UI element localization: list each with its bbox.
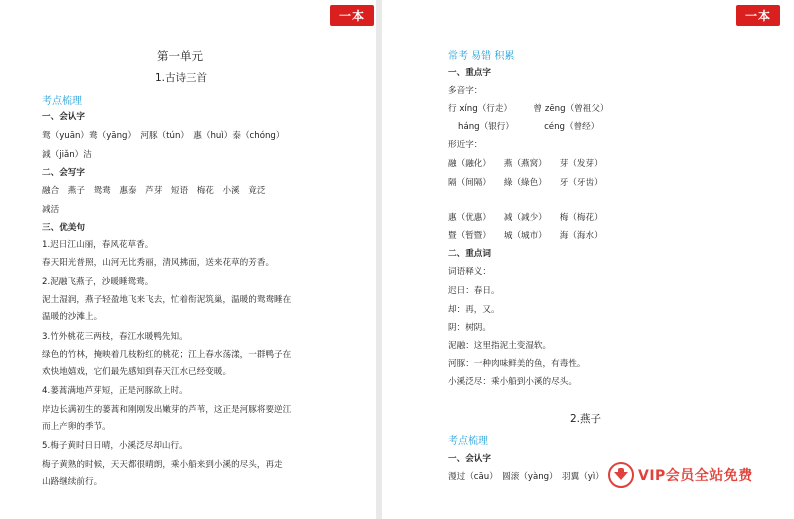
lesson-title: 1.古诗三首 — [155, 72, 208, 84]
text-line: 阴：树阴。 — [448, 323, 491, 333]
lesson-title: 2.燕子 — [570, 413, 602, 425]
translation-line: 岸边长满初生的蒌蒿和刚刚发出嫩芽的芦苇，这正是河豚将要逆江 — [42, 405, 292, 415]
text-line: 惠（优惠） 减（减少） 梅（梅花） — [448, 213, 603, 223]
translation-line: 山路继续前行。 — [42, 477, 103, 487]
section-title: 二、重点词 — [448, 249, 491, 259]
label-line: 形近字： — [448, 140, 483, 150]
text-line: 隔（间隔） 綠（綠色） 牙（牙齿） — [448, 178, 603, 188]
section-title: 二、会写字 — [42, 168, 85, 178]
document-page-right — [382, 0, 794, 519]
poem-line: 1.迟日江山丽，春风花草香。 — [42, 240, 154, 250]
text-line: 減（jiǎn）洁 — [42, 150, 92, 160]
translation-line: 绿色的竹林，掩映着几枝粉红的桃花；江上春水荡漾，一群鸭子在 — [42, 350, 292, 360]
publisher-logo: 一本 — [736, 5, 780, 26]
kaodian-heading: 考点梳理 — [42, 96, 82, 107]
text-line: 泥融：这里指泥土变湿软。 — [448, 341, 552, 351]
translation-line: 春天阳光普照，山河无比秀丽，清风拂面，送来花草的芳香。 — [42, 258, 275, 268]
kaodian-heading: 考点梳理 — [448, 436, 488, 447]
crown-icon — [608, 462, 634, 488]
text-line: 融（融化） 燕（燕窝） 芽（发芽） — [448, 159, 603, 169]
text-line: 迟日：春日。 — [448, 286, 500, 296]
translation-line: 梅子黄熟的时候，天天都很晴朗，乘小船来到小溪的尽头，再走 — [42, 460, 283, 470]
vip-banner[interactable] — [608, 460, 776, 490]
text-line: 融合 燕子 鸳鸯 惠泰 芦芽 短语 梅花 小溪 竟泛 — [42, 186, 266, 196]
section-header: 常考 易错 积累 — [448, 51, 515, 62]
translation-line: 而上产卵的季节。 — [42, 422, 111, 432]
text-line: 漫过（cāu） 圆滚（yàng） 羽翼（yì） — [448, 472, 604, 482]
section-title: 一、重点字 — [448, 68, 491, 78]
label-line: 多音字： — [448, 86, 483, 96]
poem-line: 4.蒌蒿满地芦芽短，正是河豚欲上时。 — [42, 386, 188, 396]
text-line: 行 xíng（行走） 曾 zēng（曾祖父） — [448, 104, 609, 114]
translation-line: 欢快地嬉戏，它们最先感知到春天江水已经变暖。 — [42, 367, 232, 377]
section-title: 一、会认字 — [42, 112, 85, 122]
label-line: 词语释义： — [448, 267, 491, 277]
section-title: 一、会认字 — [448, 454, 491, 464]
translation-line: 温暖的沙滩上。 — [42, 312, 103, 322]
text-line: 鸳（yuān）鸯（yāng） 河豚（tún） 惠（huì）泰（chóng） — [42, 131, 285, 141]
text-line: 却：再，又。 — [448, 305, 500, 315]
text-line: 小溪泛尽：乘小船到小溪的尽头。 — [448, 377, 577, 387]
poem-line: 2.泥融飞燕子，沙暖睡鸳鸯。 — [42, 277, 154, 287]
text-line: 暨（暂暨） 城（城市） 海（海水） — [448, 231, 603, 241]
unit-title: 第一单元 — [157, 49, 203, 63]
text-line: 河豚：一种肉味鲜美的鱼，有毒性。 — [448, 359, 586, 369]
poem-line: 5.梅子黄时日日晴，小溪泛尽却山行。 — [42, 441, 188, 451]
text-line: háng（银行） céng（曾经） — [458, 122, 600, 132]
translation-line: 泥土湿润，燕子轻盈地飞来飞去，忙着衔泥筑巢，温暖的鸳鸯睡在 — [42, 295, 292, 305]
text-line: 减活 — [42, 205, 60, 215]
vip-banner-text: VIP会员全站免费 — [638, 468, 753, 484]
section-title: 三、优美句 — [42, 223, 85, 233]
publisher-logo: 一本 — [330, 5, 374, 26]
document-page-left — [0, 0, 376, 519]
poem-line: 3.竹外桃花三两枝，春江水暖鸭先知。 — [42, 332, 188, 342]
